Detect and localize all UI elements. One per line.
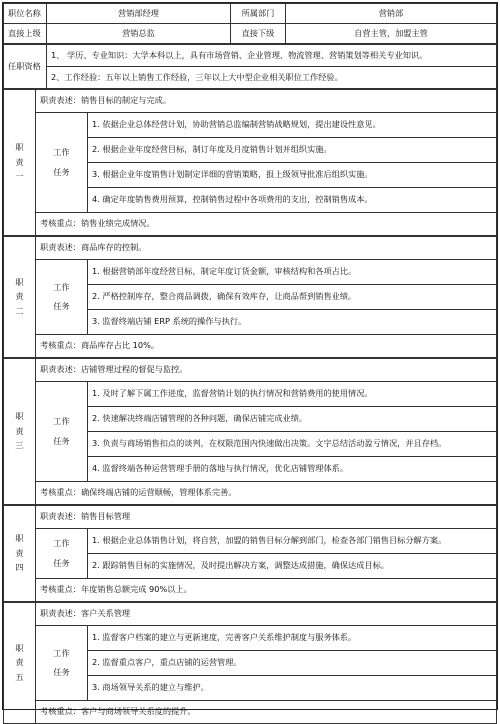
task-item: 3. 监督终端店铺 ERP 系统的操作与执行。	[88, 310, 497, 335]
work-task-label: 工作 任务	[36, 529, 88, 579]
assessment-focus: 考核重点：销售业绩完成情况。	[36, 213, 497, 236]
duty-label: 职 责 一	[4, 90, 36, 236]
job-description-sheet	[2, 2, 498, 717]
assessment-focus: 考核重点：年度销售总额完成 90%以上。	[36, 579, 497, 602]
qualification-row-2	[4, 67, 497, 89]
assessment-focus: 考核重点：客户与商场领导关系度的提升。	[36, 701, 497, 724]
dept-value: 营销部	[286, 4, 497, 24]
header-row-1	[4, 4, 497, 24]
qualification-item: 1、 学历、专业知识：大学本科以上，具有市场营销、企业管理、物流管理、营销策划等相关专业知识。	[47, 45, 497, 67]
assessment-focus: 考核重点：商品库存占比 10%。	[36, 335, 497, 358]
task-item: 1. 根据企业总体销售计划，将自营，加盟的销售目标分解到部门，检查各部门销售目标分解方案。	[88, 529, 497, 554]
duty-block-5	[3, 602, 497, 724]
subordinate-value: 自营主管，加盟主管	[286, 24, 497, 44]
duty-label: 职 责 五	[4, 603, 36, 724]
duty-block-3	[3, 358, 497, 505]
duty-label: 职 责 四	[4, 506, 36, 602]
duty-statement: 职责表述：商品库存的控制。	[36, 237, 497, 260]
duty-block-2	[3, 236, 497, 358]
qualification-row-1	[4, 45, 497, 67]
header-table	[3, 3, 497, 44]
duty-label: 职 责 三	[4, 359, 36, 505]
duty-block-4	[3, 505, 497, 602]
task-item: 2. 监督重点客户，重点店铺的运营管理。	[88, 651, 497, 676]
duty-statement: 职责表述：店铺管理过程的督促与监控。	[36, 359, 497, 382]
duty-statement: 职责表述：销售目标管理	[36, 506, 497, 529]
assessment-focus: 考核重点：确保终端店铺的运营顺畅，管理体系完善。	[36, 482, 497, 505]
task-item: 1. 及时了解下属工作进度，监督营销计划的执行情况和营销费用的使用情况。	[88, 382, 497, 407]
header-row-2	[4, 24, 497, 44]
work-task-label: 工作 任务	[36, 382, 88, 482]
duty-block-1	[3, 89, 497, 236]
task-item: 1. 依据企业总体经营计划，协助营销总监编制营销战略规划，提出建设性意见。	[88, 113, 497, 138]
task-item: 3. 根据企业年度销售计划制定详细的营销策略，报上级领导批准后组织实施。	[88, 163, 497, 188]
task-item: 3. 负责与商场销售扣点的谈判，在权限范围内快速做出决策。文字总结活动盈亏情况，并且存档。	[88, 432, 497, 457]
task-item: 2. 根据企业年度经营目标，制订年度及月度销售计划并组织实施。	[88, 138, 497, 163]
task-item: 1. 根据营销部年度经营目标，制定年度订货金额，审核结构和各项占比。	[88, 260, 497, 285]
dept-label: 所属部门	[231, 4, 286, 24]
qualification-table	[3, 44, 497, 89]
work-task-label: 工作 任务	[36, 626, 88, 701]
duty-label: 职 责 二	[4, 237, 36, 358]
task-item: 1. 监督客户档案的建立与更新速度，完善客户关系维护制度与服务体系。	[88, 626, 497, 651]
superior-value: 营销总监	[47, 24, 231, 44]
superior-label: 直接上级	[4, 24, 47, 44]
qualification-item: 2、工作经验：五年以上销售工作经验，三年以上大中型企业相关职位工作经验。	[47, 67, 497, 89]
duty-statement: 职责表述：客户关系管理	[36, 603, 497, 626]
work-task-label: 工作 任务	[36, 260, 88, 335]
task-item: 2. 严格控制库存，整合商品调拨，确保有效库存，让商品帮到销售业绩。	[88, 285, 497, 310]
task-item: 4. 监督终端各种运营管理手册的落地与执行情况，优化店铺管理体系。	[88, 457, 497, 482]
subordinate-label: 直接下级	[231, 24, 286, 44]
task-item: 2. 跟踪销售目标的实施情况，及时提出解决方案，调整达成措施，确保达成目标。	[88, 554, 497, 579]
task-item: 3. 商场领导关系的建立与维护。	[88, 676, 497, 701]
task-item: 4. 确定年度销售费用预算，控制销售过程中各项费用的支出，控制销售成本。	[88, 188, 497, 213]
duty-statement: 职责表述：销售目标的制定与完成。	[36, 90, 497, 113]
work-task-label: 工作 任务	[36, 113, 88, 213]
position-value: 营销部经理	[47, 4, 231, 24]
qualification-label: 任职资格	[4, 45, 47, 89]
position-label: 职位名称	[4, 4, 47, 24]
task-item: 2. 快速解决终端店铺管理的各种问题，确保店铺完成业绩。	[88, 407, 497, 432]
